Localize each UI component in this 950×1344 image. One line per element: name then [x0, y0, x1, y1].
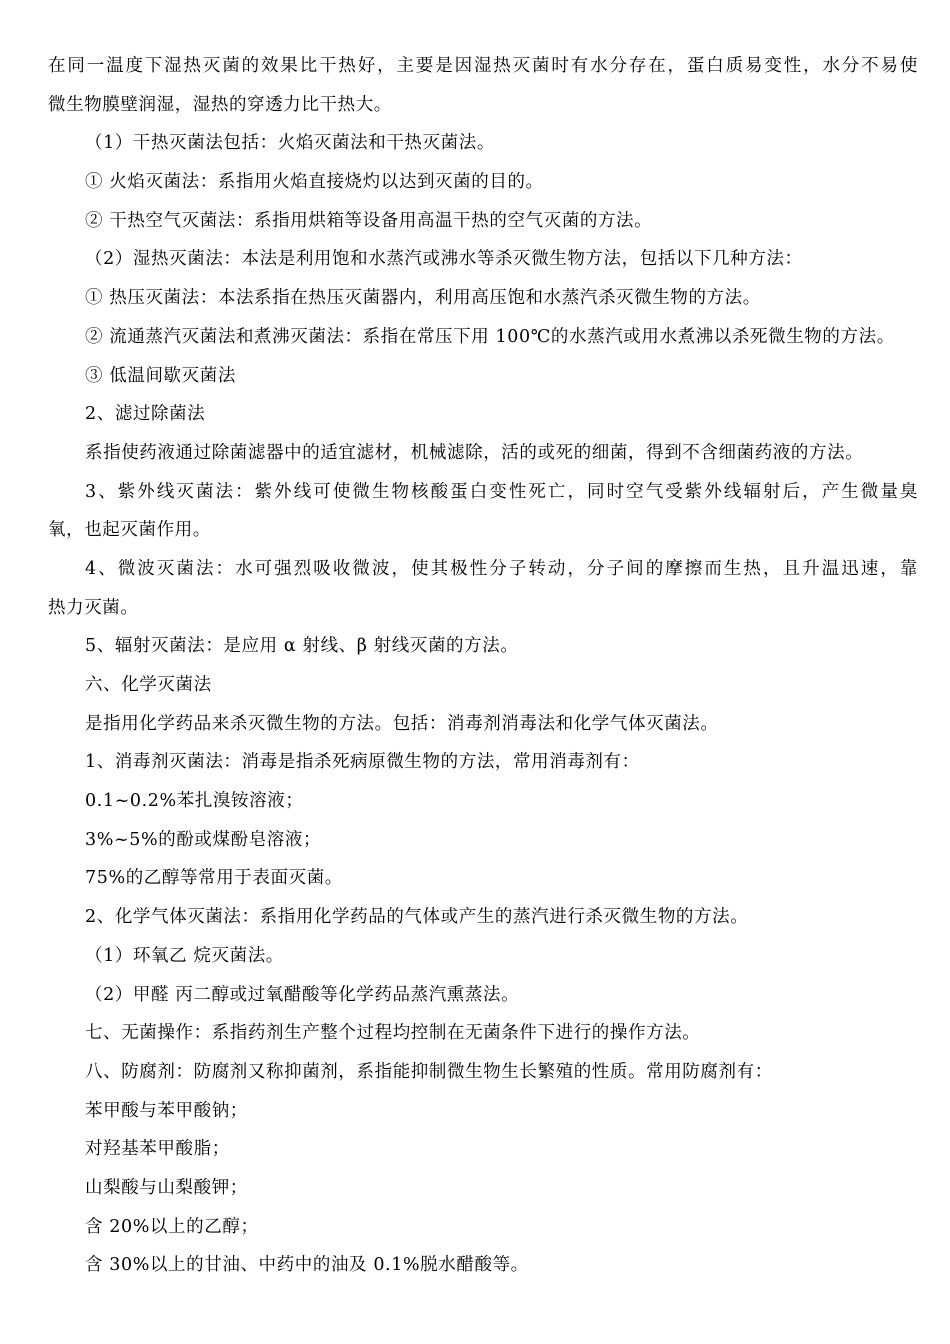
paragraph-line: 1、消毒剂灭菌法：消毒是指杀死病原微生物的方法，常用消毒剂有：	[85, 752, 640, 773]
paragraph-line: 热力灭菌。	[48, 597, 139, 618]
section-heading: 2、滤过除菌法	[85, 404, 206, 425]
list-item: 山梨酸与山梨酸钾；	[85, 1177, 248, 1198]
document-body	[48, 47, 918, 1285]
list-item: 3%~5%的酚或煤酚皂溶液；	[85, 829, 322, 850]
paragraph-line: 在同一温度下湿热灭菌的效果比干热好，主要是因湿热灭菌时有水分存在，蛋白质易变性，水分不易使	[48, 56, 918, 76]
list-item: （1）环氧乙 烷灭菌法。	[85, 945, 284, 966]
paragraph-line: 3、紫外线灭菌法：紫外线可使微生物核酸蛋白变性死亡，同时空气受紫外线辐射后，产生微量臭	[85, 481, 918, 502]
section-heading: 七、无菌操作：系指药剂生产整个过程均控制在无菌条件下进行的操作方法。	[85, 1023, 701, 1044]
list-item: 0.1~0.2%苯扎溴铵溶液；	[85, 791, 304, 812]
list-item: ③ 低温间歇灭菌法	[85, 365, 236, 386]
list-item: 含 20%以上的乙醇；	[85, 1216, 259, 1237]
list-item: ① 热压灭菌法：本法系指在热压灭菌器内，利用高压饱和水蒸汽杀灭微生物的方法。	[85, 288, 761, 309]
paragraph-line: 2、化学气体灭菌法：系指用化学药品的气体或产生的蒸汽进行杀灭微生物的方法。	[85, 907, 749, 928]
paragraph-line: 5、辐射灭菌法：是应用 α 射线、β 射线灭菌的方法。	[85, 636, 519, 657]
paragraph-line: 氧，也起灭菌作用。	[48, 520, 211, 541]
subheading-dry-heat: （1）干热灭菌法包括：火焰灭菌法和干热灭菌法。	[85, 133, 495, 154]
section-heading: 八、防腐剂：防腐剂又称抑菌剂，系指能抑制微生物生长繁殖的性质。常用防腐剂有：	[85, 1061, 773, 1082]
subheading-moist-heat: （2）湿热灭菌法：本法是利用饱和水蒸汽或沸水等杀灭微生物方法，包括以下几种方法：	[85, 249, 803, 270]
list-item: 75%的乙醇等常用于表面灭菌。	[85, 868, 343, 889]
list-item: 苯甲酸与苯甲酸钠；	[85, 1100, 248, 1121]
paragraph-line: 是指用化学药品来杀灭微生物的方法。包括：消毒剂消毒法和化学气体灭菌法。	[85, 713, 719, 734]
paragraph-line: 4、微波灭菌法：水可强烈吸收微波，使其极性分子转动，分子间的摩擦而生热，且升温迅速，靠	[85, 558, 918, 579]
list-item: ② 干热空气灭菌法：系指用烘箱等设备用高温干热的空气灭菌的方法。	[85, 210, 653, 231]
list-item: 含 30%以上的甘油、中药中的油及 0.1%脱水醋酸等。	[85, 1255, 529, 1276]
list-item: 对羟基苯甲酸脂；	[85, 1139, 230, 1160]
list-item: ① 火焰灭菌法：系指用火焰直接烧灼以达到灭菌的目的。	[85, 172, 544, 193]
paragraph-line: 微生物膜壁润湿，湿热的穿透力比干热大。	[48, 94, 392, 115]
section-heading: 六、化学灭菌法	[85, 675, 212, 695]
list-item: ② 流通蒸汽灭菌法和煮沸灭菌法：系指在常压下用 100℃的水蒸汽或用水煮沸以杀死微生物的方法。	[85, 326, 895, 347]
list-item: （2）甲醛 丙二醇或过氧醋酸等化学药品蒸汽熏蒸法。	[85, 984, 520, 1005]
paragraph-line: 系指使药液通过除菌滤器中的适宜滤材，机械滤除，活的或死的细菌，得到不含细菌药液的方法。	[85, 442, 864, 463]
